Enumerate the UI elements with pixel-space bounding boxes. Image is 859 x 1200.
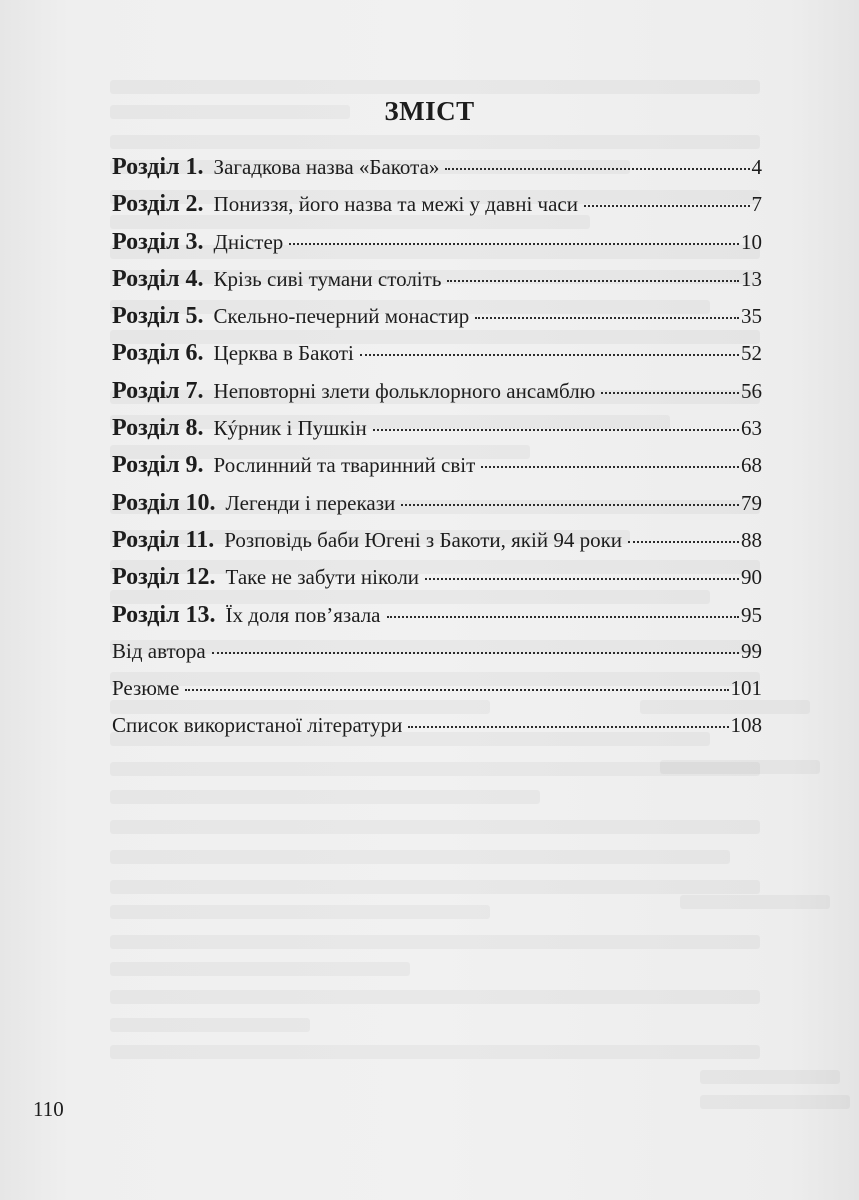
dot-leader xyxy=(584,205,750,207)
toc-entry-summary xyxy=(112,676,762,713)
chapter-title: Рослинний та тваринний світ xyxy=(213,453,476,478)
dot-leader xyxy=(601,392,739,394)
chapter-title: Легенди і перекази xyxy=(225,490,396,515)
page-number: 101 xyxy=(730,676,762,701)
dot-leader xyxy=(387,616,740,618)
chapter-title: Розповідь баби Югені з Бакоти, якій 94 роки xyxy=(224,527,623,552)
toc-entry xyxy=(112,602,762,639)
toc-entry xyxy=(112,340,762,377)
toc-entry xyxy=(112,191,762,228)
chapter-number: Розділ 4. xyxy=(112,265,204,292)
page-number: 99 xyxy=(741,638,762,663)
section-title: Список використаної літератури xyxy=(112,713,403,738)
page-number: 7 xyxy=(751,192,762,217)
chapter-number: Розділ 2. xyxy=(112,191,204,218)
chapter-title: Церква в Бакоті xyxy=(213,341,354,366)
page-number: 88 xyxy=(741,527,762,552)
chapter-title: Дністер xyxy=(213,229,284,254)
chapter-title: Таке не забути ніколи xyxy=(225,565,420,590)
page-number: 13 xyxy=(741,266,762,291)
page-number: 10 xyxy=(741,229,762,254)
toc-entry xyxy=(112,452,762,489)
dot-leader xyxy=(475,317,739,319)
toc-entry-references xyxy=(112,713,762,750)
page-number: 79 xyxy=(741,490,762,515)
chapter-title: Пониззя, його назва та межі у давні часи xyxy=(213,192,578,217)
page-number: 35 xyxy=(741,304,762,329)
chapter-title: Загадкова назва «Бакота» xyxy=(213,155,440,179)
page-number: 63 xyxy=(741,416,762,441)
dot-leader xyxy=(425,578,739,580)
page-folio-number: 110 xyxy=(33,1097,64,1121)
toc-entry-author-note xyxy=(112,639,762,676)
chapter-title: Кýрник і Пушкін xyxy=(213,416,367,441)
toc-entry xyxy=(112,378,762,415)
chapter-number: Розділ 9. xyxy=(112,452,204,479)
chapter-number: Розділ 5. xyxy=(112,303,204,330)
dot-leader xyxy=(408,726,728,728)
page-number: 68 xyxy=(741,453,762,478)
page-number: 52 xyxy=(741,341,762,366)
chapter-number: Розділ 10. xyxy=(112,489,216,516)
chapter-title: Крізь сиві тумани століть xyxy=(213,266,442,291)
dot-leader xyxy=(289,243,739,245)
dot-leader xyxy=(360,354,739,356)
dot-leader xyxy=(481,466,739,468)
page-number: 4 xyxy=(751,155,762,179)
page-number: 95 xyxy=(741,602,762,627)
dot-leader xyxy=(401,504,739,506)
dot-leader xyxy=(373,429,739,431)
page-number: 90 xyxy=(741,565,762,590)
dot-leader xyxy=(212,652,739,654)
chapter-number: Розділ 1. xyxy=(112,154,204,180)
table-of-contents xyxy=(112,154,762,751)
chapter-title: Неповторні злети фольклорного ансамблю xyxy=(213,378,596,403)
dot-leader xyxy=(628,541,739,543)
toc-entry xyxy=(112,154,762,191)
chapter-number: Розділ 13. xyxy=(112,601,216,628)
toc-entry xyxy=(112,527,762,564)
chapter-number: Розділ 3. xyxy=(112,228,204,255)
dot-leader xyxy=(185,689,728,691)
chapter-title: Скельно-печерний монастир xyxy=(213,304,470,329)
chapter-number: Розділ 8. xyxy=(112,415,204,442)
toc-entry xyxy=(112,490,762,527)
chapter-number: Розділ 7. xyxy=(112,377,204,404)
page-number: 108 xyxy=(730,713,762,738)
chapter-number: Розділ 11. xyxy=(112,526,215,553)
page-number: 56 xyxy=(741,378,762,403)
dot-leader xyxy=(445,168,749,170)
toc-entry xyxy=(112,415,762,452)
section-title: Від автора xyxy=(112,638,206,663)
toc-entry xyxy=(112,303,762,340)
toc-entry xyxy=(112,564,762,601)
chapter-title: Їх доля пов’язала xyxy=(225,602,381,627)
page-title: ЗМІСТ xyxy=(384,96,475,126)
dot-leader xyxy=(447,280,739,282)
toc-entry xyxy=(112,266,762,303)
section-title: Резюме xyxy=(112,676,180,701)
chapter-number: Розділ 6. xyxy=(112,340,204,367)
chapter-number: Розділ 12. xyxy=(112,564,216,591)
toc-entry xyxy=(112,229,762,266)
